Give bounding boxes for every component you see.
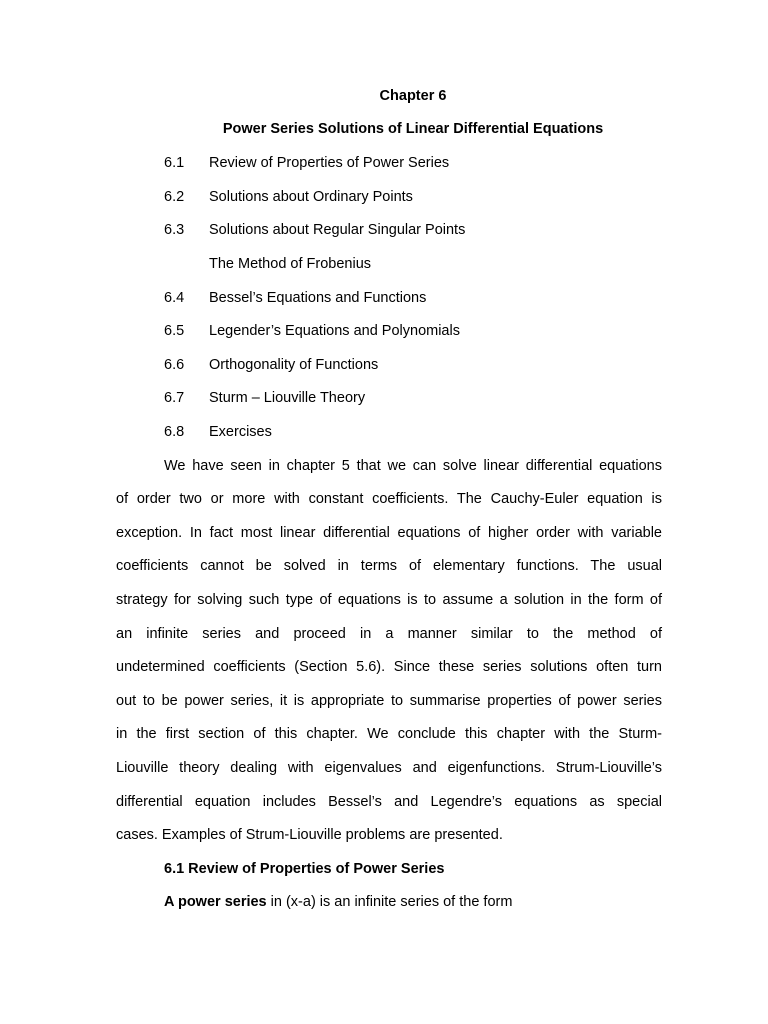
paragraph-line: out to be power series, it is appropriate to summarise properties of power series	[116, 693, 662, 709]
definition-line	[164, 893, 512, 911]
paragraph-line: coefficients cannot be solved in terms of elementary functions. The usual	[116, 558, 662, 574]
toc-item-title: The Method of Frobenius	[209, 256, 372, 272]
toc-item-title: Legender’s Equations and Polynomials	[209, 323, 460, 339]
toc-item-number: 6.3	[164, 222, 185, 238]
definition-term: A power series	[164, 894, 267, 910]
toc-item-number: 6.1	[164, 155, 185, 171]
toc-item-number: 6.8	[164, 424, 185, 440]
definition-text: in (x-a) is an infinite series of the form	[266, 894, 513, 910]
toc-item-number: 6.7	[164, 390, 185, 406]
paragraph-line: We have seen in chapter 5 that we can solve linear differential equations	[164, 458, 662, 474]
paragraph-line: exception. In fact most linear differential equations of higher order with variable	[116, 525, 662, 541]
paragraph-line: strategy for solving such type of equations is to assume a solution in the form of	[116, 592, 662, 608]
chapter-title: Chapter 6	[379, 88, 447, 104]
toc-item-title: Orthogonality of Functions	[209, 357, 379, 373]
toc-item-title: Solutions about Regular Singular Points	[209, 222, 466, 238]
paragraph-line: of order two or more with constant coefficients. The Cauchy-Euler equation is	[116, 491, 662, 507]
toc-item-title: Review of Properties of Power Series	[209, 155, 450, 171]
toc-item-title: Sturm – Liouville Theory	[209, 390, 366, 406]
chapter-subtitle: Power Series Solutions of Linear Differential Equations	[222, 121, 604, 137]
toc-item-title: Solutions about Ordinary Points	[209, 189, 413, 205]
toc-item-title: Bessel’s Equations and Functions	[209, 290, 427, 306]
paragraph-line: an infinite series and proceed in a manner similar to the method of	[116, 626, 662, 642]
paragraph-line: cases. Examples of Strum-Liouville problems are presented.	[116, 827, 503, 843]
toc-item-number: 6.5	[164, 323, 185, 339]
paragraph-line: undetermined coefficients (Section 5.6). Since these series solutions often turn	[116, 659, 662, 675]
toc-item-title: Exercises	[209, 424, 272, 440]
toc-item-number: 6.4	[164, 290, 185, 306]
paragraph-line: differential equation includes Bessel’s and Legendre’s equations as special	[116, 794, 662, 810]
toc-item-number: 6.2	[164, 189, 185, 205]
section-heading: 6.1 Review of Properties of Power Series	[164, 861, 445, 877]
toc-item-number: 6.6	[164, 357, 185, 373]
paragraph-line: in the first section of this chapter. We conclude this chapter with the Sturm-	[116, 726, 662, 742]
paragraph-line: Liouville theory dealing with eigenvalues and eigenfunctions. Strum-Liouville’s	[116, 760, 662, 776]
